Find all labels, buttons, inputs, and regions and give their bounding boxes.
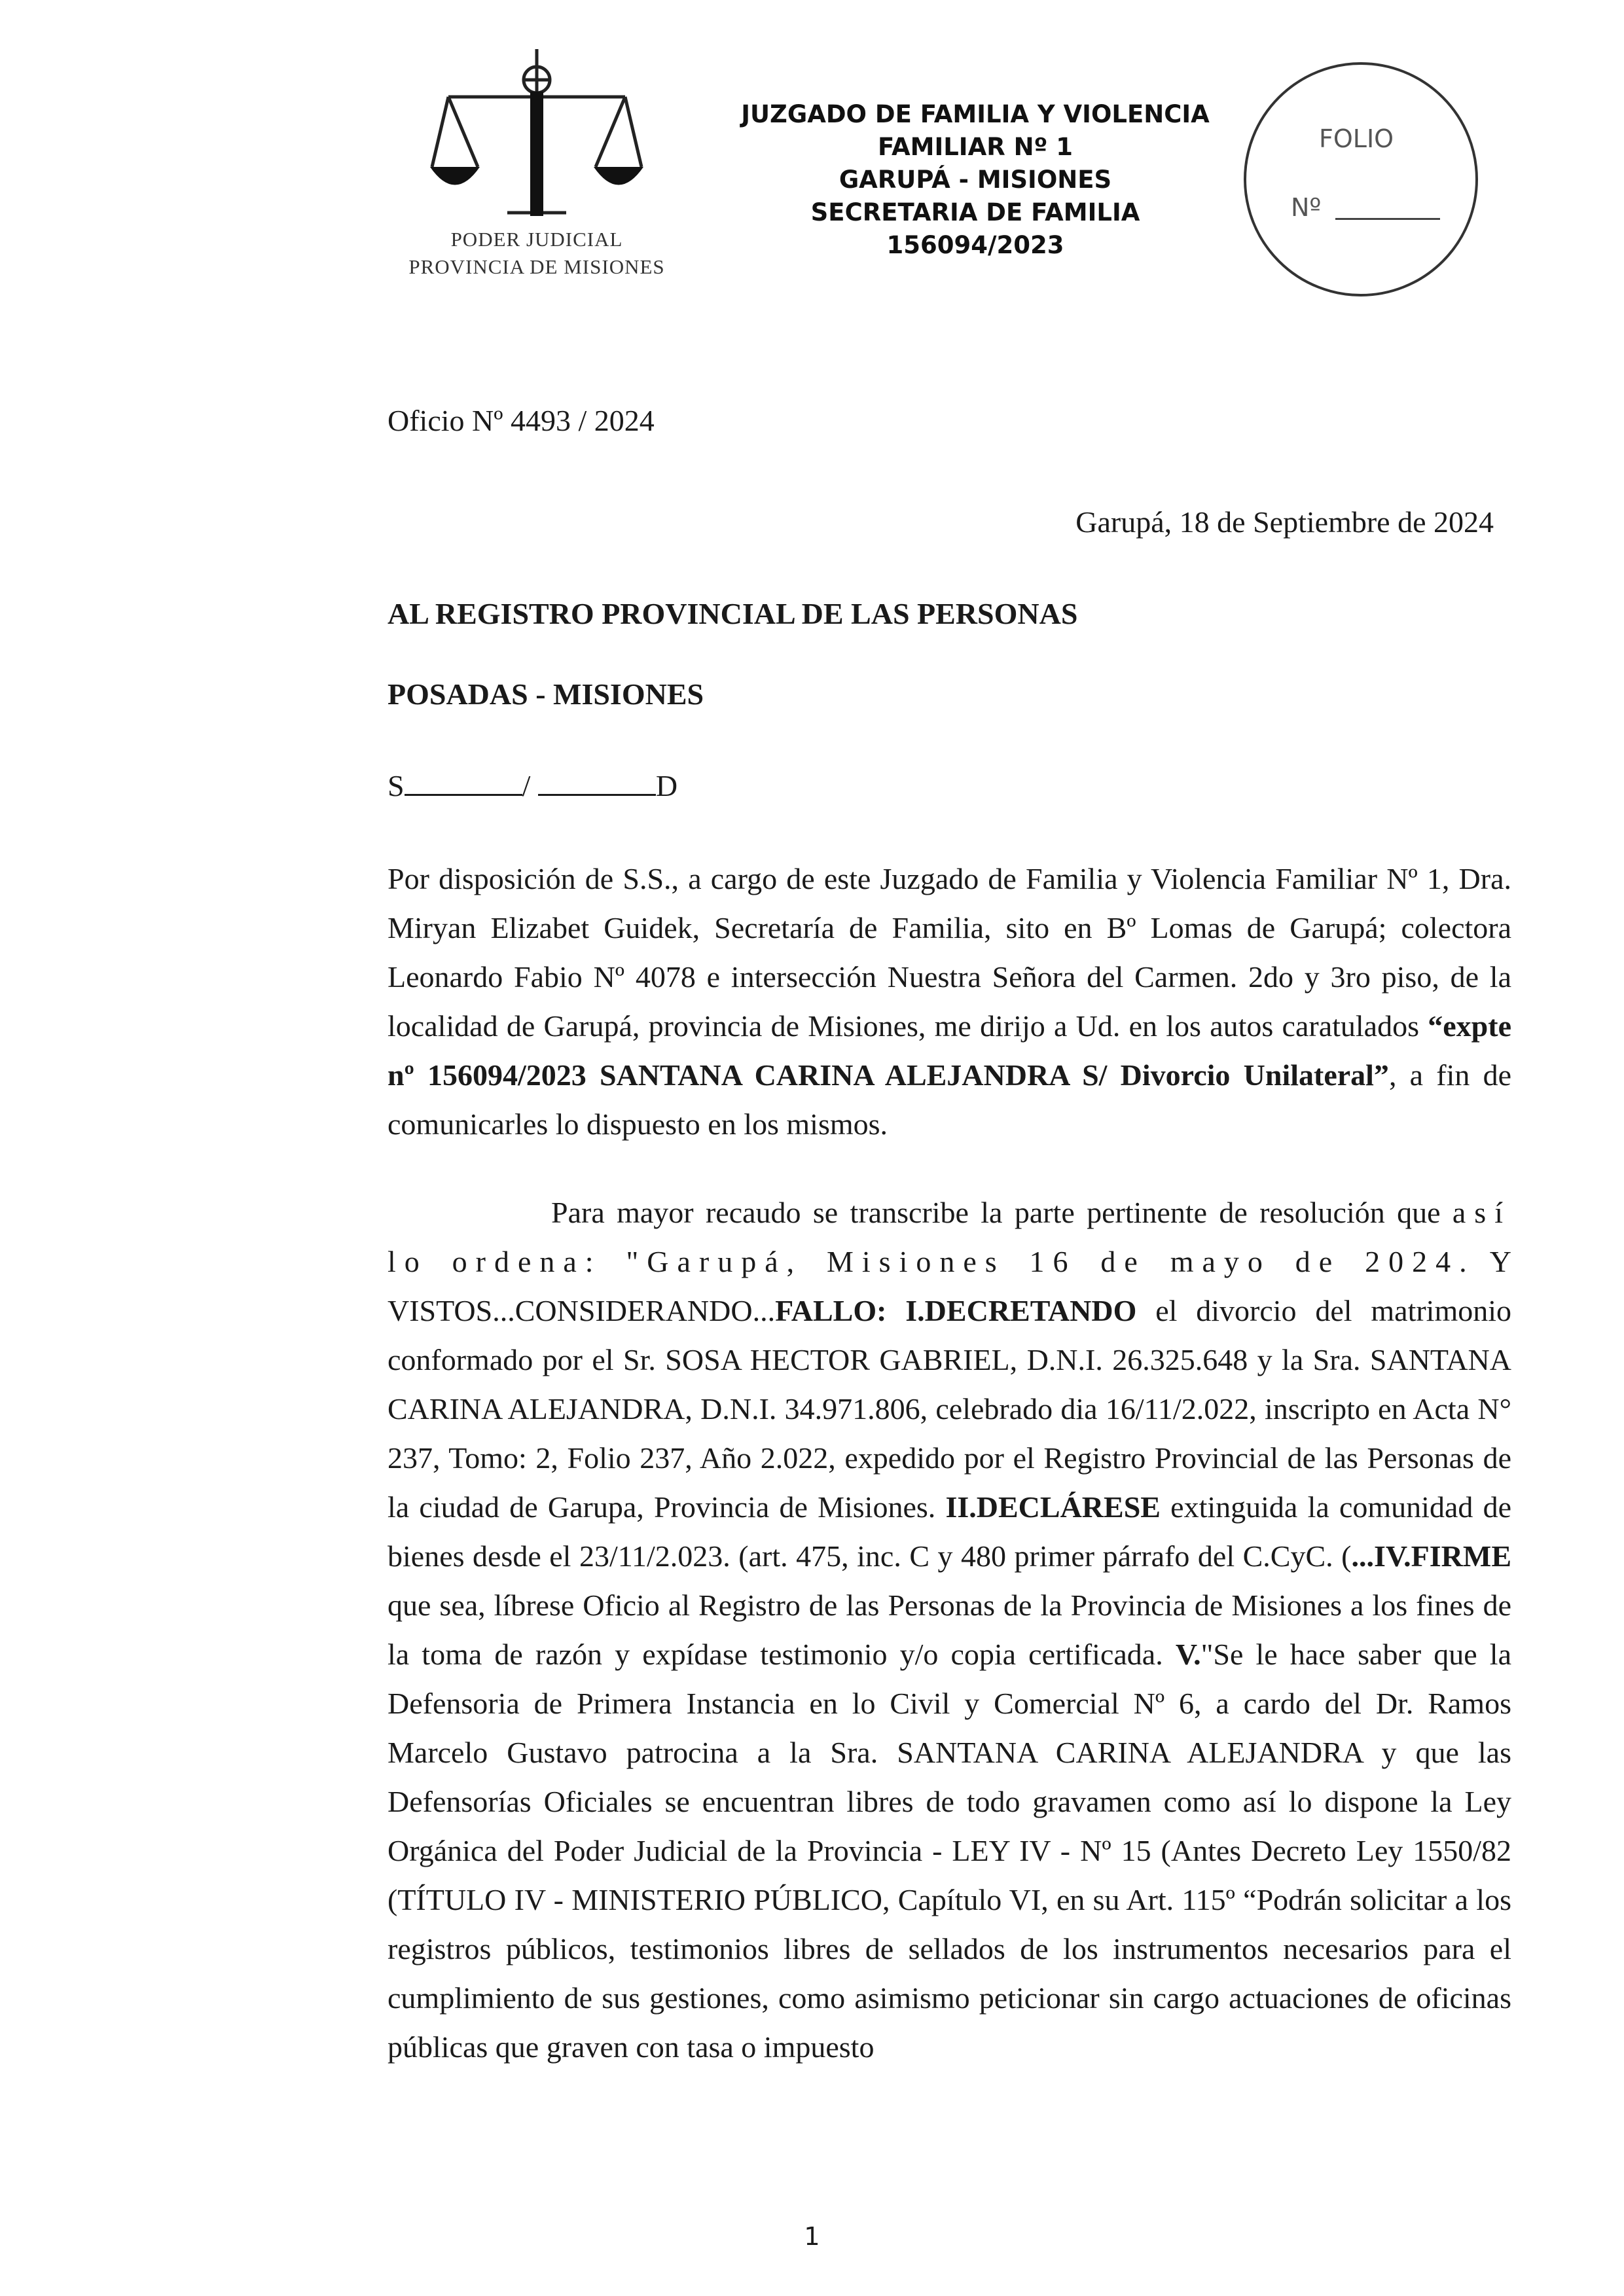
- p2-text-2: así lo ordena: "Garupá, Misiones 16 de mayo de 2024.: [388, 1196, 1511, 1278]
- p1-case-title: “expte nº 156094/2023 SANTANA CARINA ALEJANDRA S/ Divorcio Unilateral”: [388, 1009, 1511, 1092]
- case-number: 156094/2023: [886, 231, 1064, 259]
- sd-salutation: [388, 761, 677, 810]
- paragraph-1: [388, 854, 1511, 1149]
- p2-fallo: FALLO: I.DECRETANDO: [775, 1294, 1137, 1327]
- p2-text-6: que sea, líbrese Oficio al Registro de las Personas de la Provincia de Misiones a los fines de la toma de razón y expídase testimonio y/o copia certificada.: [388, 1588, 1511, 1671]
- sd-slash: /: [522, 769, 531, 802]
- page-number: 1: [804, 2222, 820, 2251]
- p2-firme: ...IV.FIRME: [1351, 1539, 1511, 1573]
- logo-line-1: PODER JUDICIAL: [450, 228, 623, 251]
- p2-item-v: V.: [1175, 1638, 1201, 1671]
- p2-text-7: "Se le hace saber que la Defensoria de Primera Instancia en lo Civil y Comercial Nº 6, a cardo del Dr. Ramos Marcelo Gustavo patrocina a la Sra. SANTANA CARINA ALEJANDRA y que las Defensorías Oficiales se encuentran libres de todo gravamen como así lo dispone la Ley Orgánica del Poder Judicial de la Provincia - LEY IV - Nº 15 (Antes Decreto Ley 1550/82 (TÍTULO IV - MINISTERIO PÚBLICO, Capítulo VI, en su Art. 115º “Podrán solicitar a los registros públicos, testimonios libres de sellados de los instrumentos necesarios para el cumplimiento de sus gestiones, como asimismo peticionar sin cargo actuaciones de oficinas públicas que graven con tasa o impuesto: [388, 1638, 1511, 2064]
- recipient-line-1: AL REGISTRO PROVINCIAL DE LAS PERSONAS: [388, 597, 1078, 630]
- scales-of-justice-icon: [429, 46, 645, 229]
- folio-number-line: [1335, 218, 1440, 220]
- sd-blank-1: [405, 761, 522, 796]
- logo-line-2: PROVINCIA DE MISIONES: [408, 255, 665, 278]
- p2-text-1: Para mayor recaudo se transcribe la parte pertinente de resolución que: [551, 1196, 1453, 1229]
- p1-text-1: Por disposición de S.S., a cargo de este Juzgado de Familia y Violencia Familiar Nº 1, Dra. Miryan Elizabet Guidek, Secretaría de Familia, sito en Bº Lomas de Garupá; colectora Leonardo Fabio Nº 4078 e intersección Nuestra Señora del Carmen. 2do y 3ro piso, de la localidad de Garupá, provincia de Misiones, me dirijo a Ud. en los autos caratulados: [388, 862, 1511, 1043]
- p2-text-3: Y VISTOS...CONSIDERANDO...: [388, 1245, 1512, 1327]
- folio-number-label: Nº: [1291, 193, 1322, 222]
- poder-judicial-logo: [403, 46, 671, 288]
- sd-blank-2: [538, 761, 656, 796]
- recipient-line-2: POSADAS - MISIONES: [388, 677, 704, 711]
- document-date: Garupá, 18 de Septiembre de 2024: [1075, 505, 1494, 539]
- court-header: [694, 98, 1257, 262]
- folio-stamp: [1244, 62, 1479, 298]
- secretaria: SECRETARIA DE FAMILIA: [810, 198, 1140, 226]
- paragraph-2: [388, 1188, 1511, 2072]
- court-name-line-1: JUZGADO DE FAMILIA Y VIOLENCIA: [741, 100, 1210, 128]
- folio-label: FOLIO: [1319, 124, 1394, 153]
- p2-text-4: el divorcio del matrimonio conformado por el Sr. SOSA HECTOR GABRIEL, D.N.I. 26.325.648 y la Sra. SANTANA CARINA ALEJANDRA, D.N.I. 34.971.806, celebrado dia 16/11/2.022, inscripto en Acta N° 237, Tomo: 2, Folio 237, Año 2.022, expedido por el Registro Provincial de las Personas de la ciudad de Garupa, Provincia de Misiones.: [388, 1294, 1512, 1524]
- p1-text-2: , a fin de comunicarles lo dispuesto en los mismos.: [388, 1058, 1511, 1141]
- p2-text-5: extinguida la comunidad de bienes desde el 23/11/2.023. (art. 475, inc. C y 480 primer párrafo del C.CyC. (: [388, 1490, 1511, 1573]
- court-location: GARUPÁ - MISIONES: [839, 166, 1112, 194]
- sd-s: S: [388, 769, 405, 802]
- court-name-line-2: FAMILIAR Nº 1: [877, 133, 1074, 161]
- folio-circle: [1244, 62, 1478, 296]
- oficio-number: Oficio Nº 4493 / 2024: [388, 404, 655, 437]
- p2-declarese: II.DECLÁRESE: [945, 1490, 1161, 1524]
- sd-d: D: [655, 769, 678, 802]
